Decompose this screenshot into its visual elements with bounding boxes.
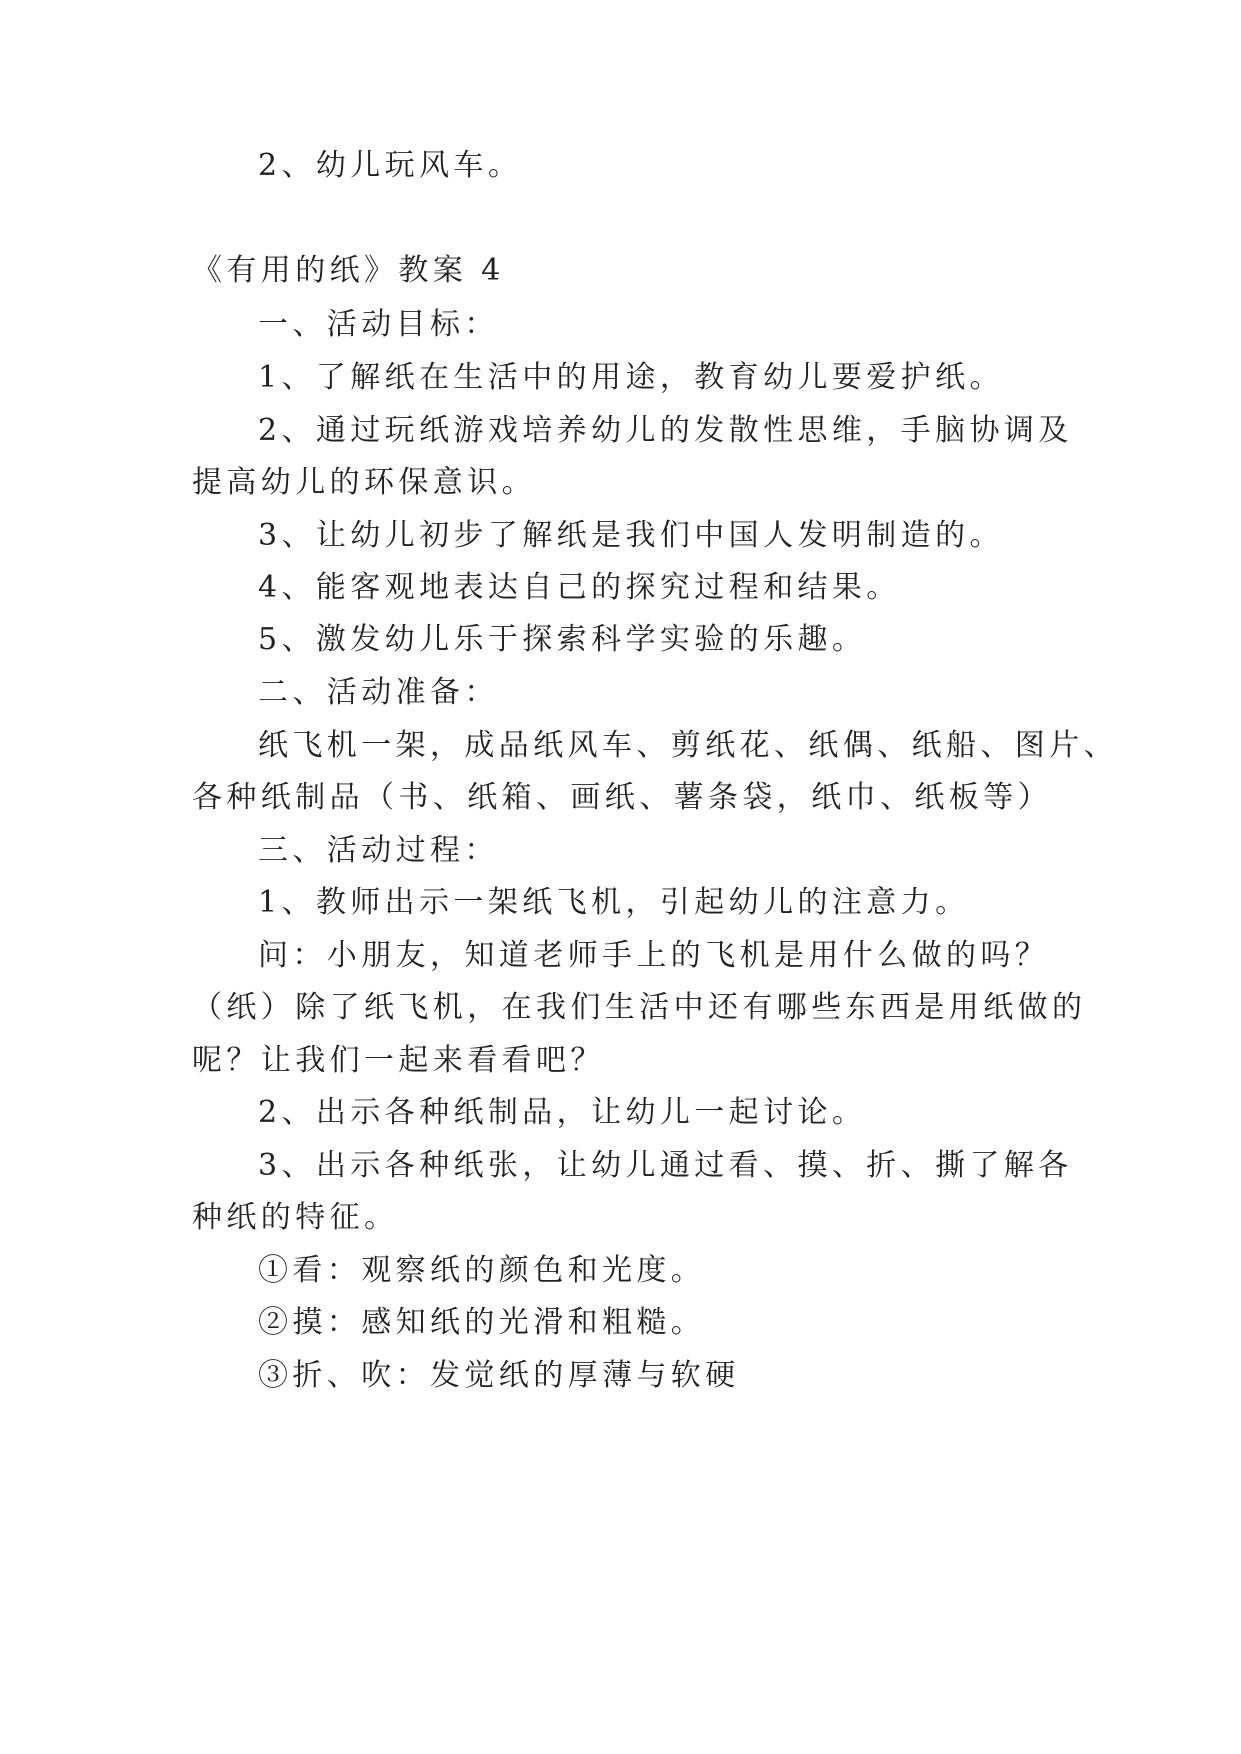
process-question-end: 呢？让我们一起来看看吧？ <box>192 1043 605 1078</box>
section-heading-goals: 一、活动目标： <box>258 307 499 342</box>
process-step-3-continued: 种纸的特征。 <box>192 1200 399 1235</box>
goal-item-5: 5、激发幼儿乐于探索科学实验的乐趣。 <box>258 622 867 657</box>
process-step-2: 2、出示各种纸制品，让幼儿一起讨论。 <box>258 1095 867 1130</box>
text-line-play-windmill: 2、幼儿玩风车。 <box>258 148 523 183</box>
goal-item-4: 4、能客观地表达自己的探究过程和结果。 <box>258 570 901 605</box>
section-heading-process: 三、活动过程： <box>258 833 499 868</box>
observation-look: ①看：观察纸的颜色和光度。 <box>258 1253 706 1288</box>
observation-touch: ②摸：感知纸的光滑和粗糙。 <box>258 1305 706 1340</box>
goal-item-3: 3、让幼儿初步了解纸是我们中国人发明制造的。 <box>258 518 1004 553</box>
observation-fold-blow: ③折、吹：发觉纸的厚薄与软硬 <box>258 1358 740 1393</box>
section-heading-preparation: 二、活动准备： <box>258 675 499 710</box>
process-step-1: 1、教师出示一架纸飞机，引起幼儿的注意力。 <box>258 885 970 920</box>
preparation-text-continued: 各种纸制品（书、纸箱、画纸、薯条袋，纸巾、纸板等） <box>192 780 1052 815</box>
process-question-continued: （纸）除了纸飞机，在我们生活中还有哪些东西是用纸做的 <box>192 990 1087 1025</box>
process-step-3: 3、出示各种纸张，让幼儿通过看、摸、折、撕了解各 <box>258 1148 1073 1183</box>
preparation-text: 纸飞机一架，成品纸风车、剪纸花、纸偶、纸船、图片、 <box>258 728 1118 763</box>
goal-item-1: 1、了解纸在生活中的用途，教育幼儿要爱护纸。 <box>258 360 1004 395</box>
lesson-title: 《有用的纸》教案 4 <box>192 253 505 288</box>
goal-item-2: 2、通过玩纸游戏培养幼儿的发散性思维，手脑协调及 <box>258 413 1073 448</box>
goal-item-2-continued: 提高幼儿的环保意识。 <box>192 465 536 500</box>
process-question: 问：小朋友，知道老师手上的飞机是用什么做的吗？ <box>258 938 1050 973</box>
